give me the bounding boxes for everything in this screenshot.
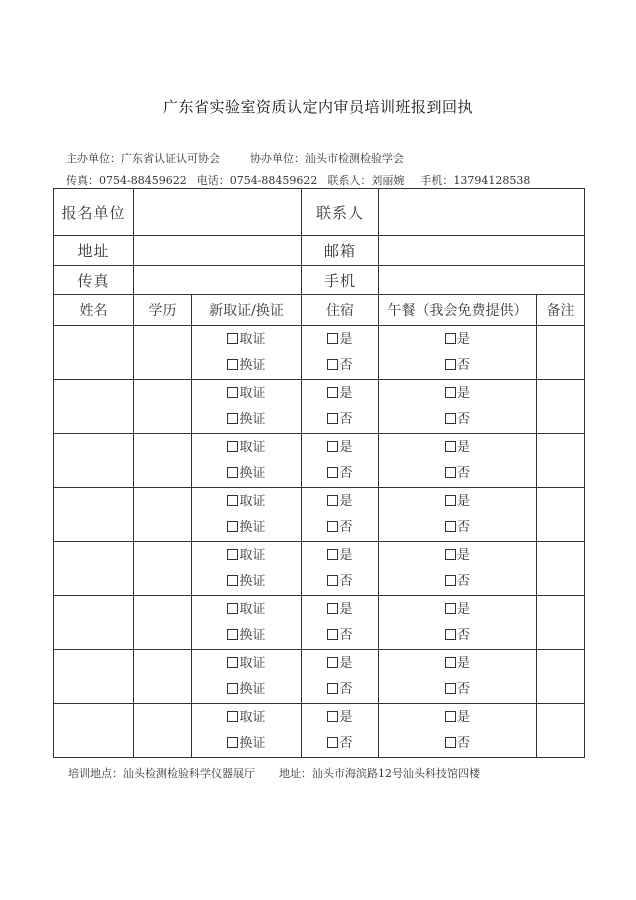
lunch-option-first[interactable] (379, 543, 536, 569)
option-label: 否 (456, 411, 470, 427)
option-label: 取证 (239, 331, 266, 347)
address-field[interactable] (134, 236, 302, 266)
checkbox-icon[interactable] (227, 387, 238, 398)
option-label: 是 (339, 331, 353, 347)
option-label: 取证 (239, 385, 266, 401)
certificate-option-second[interactable] (192, 461, 301, 487)
lodging-options (302, 650, 379, 704)
checkbox-icon[interactable] (227, 737, 238, 748)
lunch-options (379, 650, 537, 704)
option-label: 是 (339, 439, 353, 455)
table-row (54, 704, 585, 758)
checkbox-icon[interactable] (227, 629, 238, 640)
remarks-cell[interactable] (537, 380, 585, 434)
table-row (54, 326, 585, 380)
education-cell[interactable] (134, 434, 192, 488)
lunch-options (379, 380, 537, 434)
option-label: 是 (339, 547, 353, 563)
certificate-option-first[interactable] (192, 597, 301, 623)
option-label: 是 (456, 439, 470, 455)
footer-line (68, 765, 480, 781)
option-label: 是 (456, 547, 470, 563)
remarks-cell[interactable] (537, 488, 585, 542)
checkbox-icon[interactable] (445, 737, 456, 748)
address-label: 地址 (54, 236, 134, 266)
checkbox-icon[interactable] (445, 603, 456, 614)
training-address: 地址：汕头市海滨路12号汕头科技馆四楼 (279, 767, 480, 780)
option-label: 否 (456, 735, 470, 751)
option-label: 换证 (239, 681, 266, 697)
checkbox-icon[interactable] (227, 441, 238, 452)
checkbox-icon[interactable] (327, 413, 338, 424)
col-remarks: 备注 (537, 295, 585, 326)
option-label: 否 (456, 627, 470, 643)
option-label: 取证 (239, 493, 266, 509)
option-label: 否 (339, 357, 353, 373)
fax-label: 传真 (54, 266, 134, 295)
certificate-option-second[interactable] (192, 407, 301, 433)
checkbox-icon[interactable] (227, 333, 238, 344)
lodging-options (302, 326, 379, 380)
lodging-option-second[interactable] (302, 353, 378, 379)
mobile-field[interactable] (379, 266, 585, 295)
certificate-option-second[interactable] (192, 731, 301, 757)
name-cell[interactable] (54, 596, 134, 650)
checkbox-icon[interactable] (445, 333, 456, 344)
certificate-option-first[interactable] (192, 543, 301, 569)
col-education: 学历 (134, 295, 192, 326)
lodging-option-second[interactable] (302, 677, 378, 703)
option-label: 取证 (239, 439, 266, 455)
education-cell[interactable] (134, 596, 192, 650)
option-label: 否 (456, 465, 470, 481)
option-label: 否 (456, 519, 470, 535)
lodging-option-second[interactable] (302, 623, 378, 649)
checkbox-icon[interactable] (327, 549, 338, 560)
email-field[interactable] (379, 236, 585, 266)
checkbox-icon[interactable] (445, 521, 456, 532)
lunch-option-first[interactable] (379, 327, 536, 353)
certificate-option-second[interactable] (192, 677, 301, 703)
lunch-option-first[interactable] (379, 489, 536, 515)
checkbox-icon[interactable] (327, 333, 338, 344)
lunch-option-second[interactable] (379, 623, 536, 649)
certificate-options (192, 704, 302, 758)
name-cell[interactable] (54, 704, 134, 758)
lunch-option-second[interactable] (379, 407, 536, 433)
lodging-option-second[interactable] (302, 731, 378, 757)
option-label: 是 (456, 385, 470, 401)
option-label: 否 (339, 681, 353, 697)
table-row (54, 434, 585, 488)
lunch-option-first[interactable] (379, 597, 536, 623)
lunch-option-first[interactable] (379, 435, 536, 461)
checkbox-icon[interactable] (327, 359, 338, 370)
certificate-options (192, 488, 302, 542)
table-row (54, 542, 585, 596)
contact-info: 联系人：刘丽婉 (327, 174, 405, 187)
checkbox-icon[interactable] (327, 629, 338, 640)
name-cell[interactable] (54, 326, 134, 380)
lunch-option-second[interactable] (379, 461, 536, 487)
page-title: 广东省实验室资质认定内审员培训班报到回执 (162, 98, 473, 116)
lodging-options (302, 488, 379, 542)
certificate-options (192, 542, 302, 596)
option-label: 是 (456, 601, 470, 617)
co-organizer: 协办单位：汕头市检测检验学会 (250, 152, 404, 165)
option-label: 否 (339, 627, 353, 643)
remarks-cell[interactable] (537, 650, 585, 704)
checkbox-icon[interactable] (445, 495, 456, 506)
remarks-cell[interactable] (537, 326, 585, 380)
option-label: 换证 (239, 411, 266, 427)
certificate-option-first[interactable] (192, 381, 301, 407)
remarks-cell[interactable] (537, 434, 585, 488)
certificate-options (192, 380, 302, 434)
email-label: 邮箱 (302, 236, 379, 266)
lodging-option-first[interactable] (302, 705, 378, 731)
checkbox-icon[interactable] (445, 387, 456, 398)
certificate-option-first[interactable] (192, 327, 301, 353)
lunch-option-first[interactable] (379, 651, 536, 677)
remarks-cell[interactable] (537, 704, 585, 758)
table-row (54, 650, 585, 704)
organizer: 主办单位：广东省认证认可协会 (66, 152, 220, 165)
checkbox-icon[interactable] (327, 441, 338, 452)
registration-form (53, 188, 585, 758)
option-label: 换证 (239, 573, 266, 589)
checkbox-icon[interactable] (327, 737, 338, 748)
contact-field[interactable] (379, 189, 585, 236)
checkbox-icon[interactable] (327, 575, 338, 586)
option-label: 是 (339, 385, 353, 401)
option-label: 否 (339, 411, 353, 427)
checkbox-icon[interactable] (445, 711, 456, 722)
option-label: 换证 (239, 357, 266, 373)
mobile-info: 手机：13794128538 (420, 174, 531, 187)
option-label: 否 (339, 573, 353, 589)
checkbox-icon[interactable] (327, 387, 338, 398)
table-row (54, 596, 585, 650)
checkbox-icon[interactable] (327, 467, 338, 478)
lodging-option-first[interactable] (302, 489, 378, 515)
option-label: 换证 (239, 735, 266, 751)
phone-info: 电话：0754-88459622 (196, 174, 318, 187)
option-label: 是 (339, 493, 353, 509)
education-cell[interactable] (134, 542, 192, 596)
lunch-options (379, 326, 537, 380)
lodging-option-first[interactable] (302, 543, 378, 569)
option-label: 是 (339, 709, 353, 725)
contact-line (66, 172, 530, 188)
option-label: 否 (339, 465, 353, 481)
option-label: 换证 (239, 519, 266, 535)
checkbox-icon[interactable] (227, 549, 238, 560)
lodging-options (302, 596, 379, 650)
name-cell[interactable] (54, 434, 134, 488)
checkbox-icon[interactable] (445, 657, 456, 668)
lodging-options (302, 434, 379, 488)
certificate-options (192, 326, 302, 380)
lunch-option-second[interactable] (379, 731, 536, 757)
contact-label: 联系人 (302, 189, 379, 236)
option-label: 否 (456, 681, 470, 697)
lodging-option-second[interactable] (302, 515, 378, 541)
checkbox-icon[interactable] (227, 521, 238, 532)
option-label: 是 (456, 331, 470, 347)
lodging-option-second[interactable] (302, 569, 378, 595)
lunch-options (379, 434, 537, 488)
name-cell[interactable] (54, 542, 134, 596)
lodging-options (302, 704, 379, 758)
checkbox-icon[interactable] (445, 549, 456, 560)
lodging-option-first[interactable] (302, 381, 378, 407)
certificate-option-first[interactable] (192, 651, 301, 677)
certificate-options (192, 434, 302, 488)
certificate-option-first[interactable] (192, 435, 301, 461)
checkbox-icon[interactable] (327, 683, 338, 694)
checkbox-icon[interactable] (227, 603, 238, 614)
lunch-option-first[interactable] (379, 705, 536, 731)
remarks-cell[interactable] (537, 596, 585, 650)
checkbox-icon[interactable] (227, 413, 238, 424)
checkbox-icon[interactable] (327, 495, 338, 506)
lodging-option-first[interactable] (302, 327, 378, 353)
lodging-option-first[interactable] (302, 597, 378, 623)
unit-field[interactable] (134, 189, 302, 236)
table-row (54, 488, 585, 542)
lunch-options (379, 596, 537, 650)
lunch-option-first[interactable] (379, 381, 536, 407)
education-cell[interactable] (134, 650, 192, 704)
option-label: 否 (456, 573, 470, 589)
checkbox-icon[interactable] (227, 467, 238, 478)
checkbox-icon[interactable] (445, 467, 456, 478)
name-cell[interactable] (54, 488, 134, 542)
checkbox-icon[interactable] (445, 359, 456, 370)
lunch-options (379, 704, 537, 758)
lodging-option-first[interactable] (302, 651, 378, 677)
lunch-option-second[interactable] (379, 515, 536, 541)
col-name: 姓名 (54, 295, 134, 326)
checkbox-icon[interactable] (227, 711, 238, 722)
option-label: 是 (456, 655, 470, 671)
option-label: 是 (456, 493, 470, 509)
education-cell[interactable] (134, 488, 192, 542)
certificate-option-first[interactable] (192, 489, 301, 515)
checkbox-icon[interactable] (227, 683, 238, 694)
checkbox-icon[interactable] (227, 495, 238, 506)
training-location: 培训地点：汕头检测检验科学仪器展厅 (68, 767, 255, 780)
lunch-option-second[interactable] (379, 353, 536, 379)
name-cell[interactable] (54, 650, 134, 704)
certificate-option-second[interactable] (192, 353, 301, 379)
name-cell[interactable] (54, 380, 134, 434)
lodging-option-second[interactable] (302, 407, 378, 433)
remarks-cell[interactable] (537, 542, 585, 596)
lunch-option-second[interactable] (379, 677, 536, 703)
checkbox-icon[interactable] (445, 629, 456, 640)
option-label: 是 (456, 709, 470, 725)
mobile-label: 手机 (302, 266, 379, 295)
lodging-options (302, 380, 379, 434)
certificate-option-second[interactable] (192, 623, 301, 649)
option-label: 否 (339, 519, 353, 535)
fax-info: 传真：0754-88459622 (66, 174, 187, 187)
checkbox-icon[interactable] (227, 359, 238, 370)
checkbox-icon[interactable] (227, 657, 238, 668)
certificate-option-second[interactable] (192, 569, 301, 595)
certificate-options (192, 650, 302, 704)
certificate-option-first[interactable] (192, 705, 301, 731)
table-row (54, 380, 585, 434)
col-lunch: 午餐（我会免费提供） (379, 295, 537, 326)
option-label: 取证 (239, 655, 266, 671)
certificate-options (192, 596, 302, 650)
organizer-line (66, 150, 404, 166)
lodging-option-second[interactable] (302, 461, 378, 487)
col-certificate: 新取证/换证 (192, 295, 302, 326)
option-label: 换证 (239, 465, 266, 481)
certificate-option-second[interactable] (192, 515, 301, 541)
option-label: 否 (456, 357, 470, 373)
education-cell[interactable] (134, 704, 192, 758)
checkbox-icon[interactable] (445, 413, 456, 424)
option-label: 换证 (239, 627, 266, 643)
checkbox-icon[interactable] (445, 575, 456, 586)
lunch-options (379, 488, 537, 542)
option-label: 是 (339, 655, 353, 671)
checkbox-icon[interactable] (327, 603, 338, 614)
checkbox-icon[interactable] (327, 711, 338, 722)
checkbox-icon[interactable] (327, 657, 338, 668)
lodging-option-first[interactable] (302, 435, 378, 461)
education-cell[interactable] (134, 380, 192, 434)
lunch-option-second[interactable] (379, 569, 536, 595)
col-lodging: 住宿 (302, 295, 379, 326)
checkbox-icon[interactable] (227, 575, 238, 586)
option-label: 否 (339, 735, 353, 751)
lodging-options (302, 542, 379, 596)
unit-label: 报名单位 (54, 189, 134, 236)
checkbox-icon[interactable] (327, 521, 338, 532)
option-label: 取证 (239, 709, 266, 725)
option-label: 取证 (239, 547, 266, 563)
lunch-options (379, 542, 537, 596)
option-label: 是 (339, 601, 353, 617)
education-cell[interactable] (134, 326, 192, 380)
fax-field[interactable] (134, 266, 302, 295)
option-label: 取证 (239, 601, 266, 617)
checkbox-icon[interactable] (445, 683, 456, 694)
checkbox-icon[interactable] (445, 441, 456, 452)
